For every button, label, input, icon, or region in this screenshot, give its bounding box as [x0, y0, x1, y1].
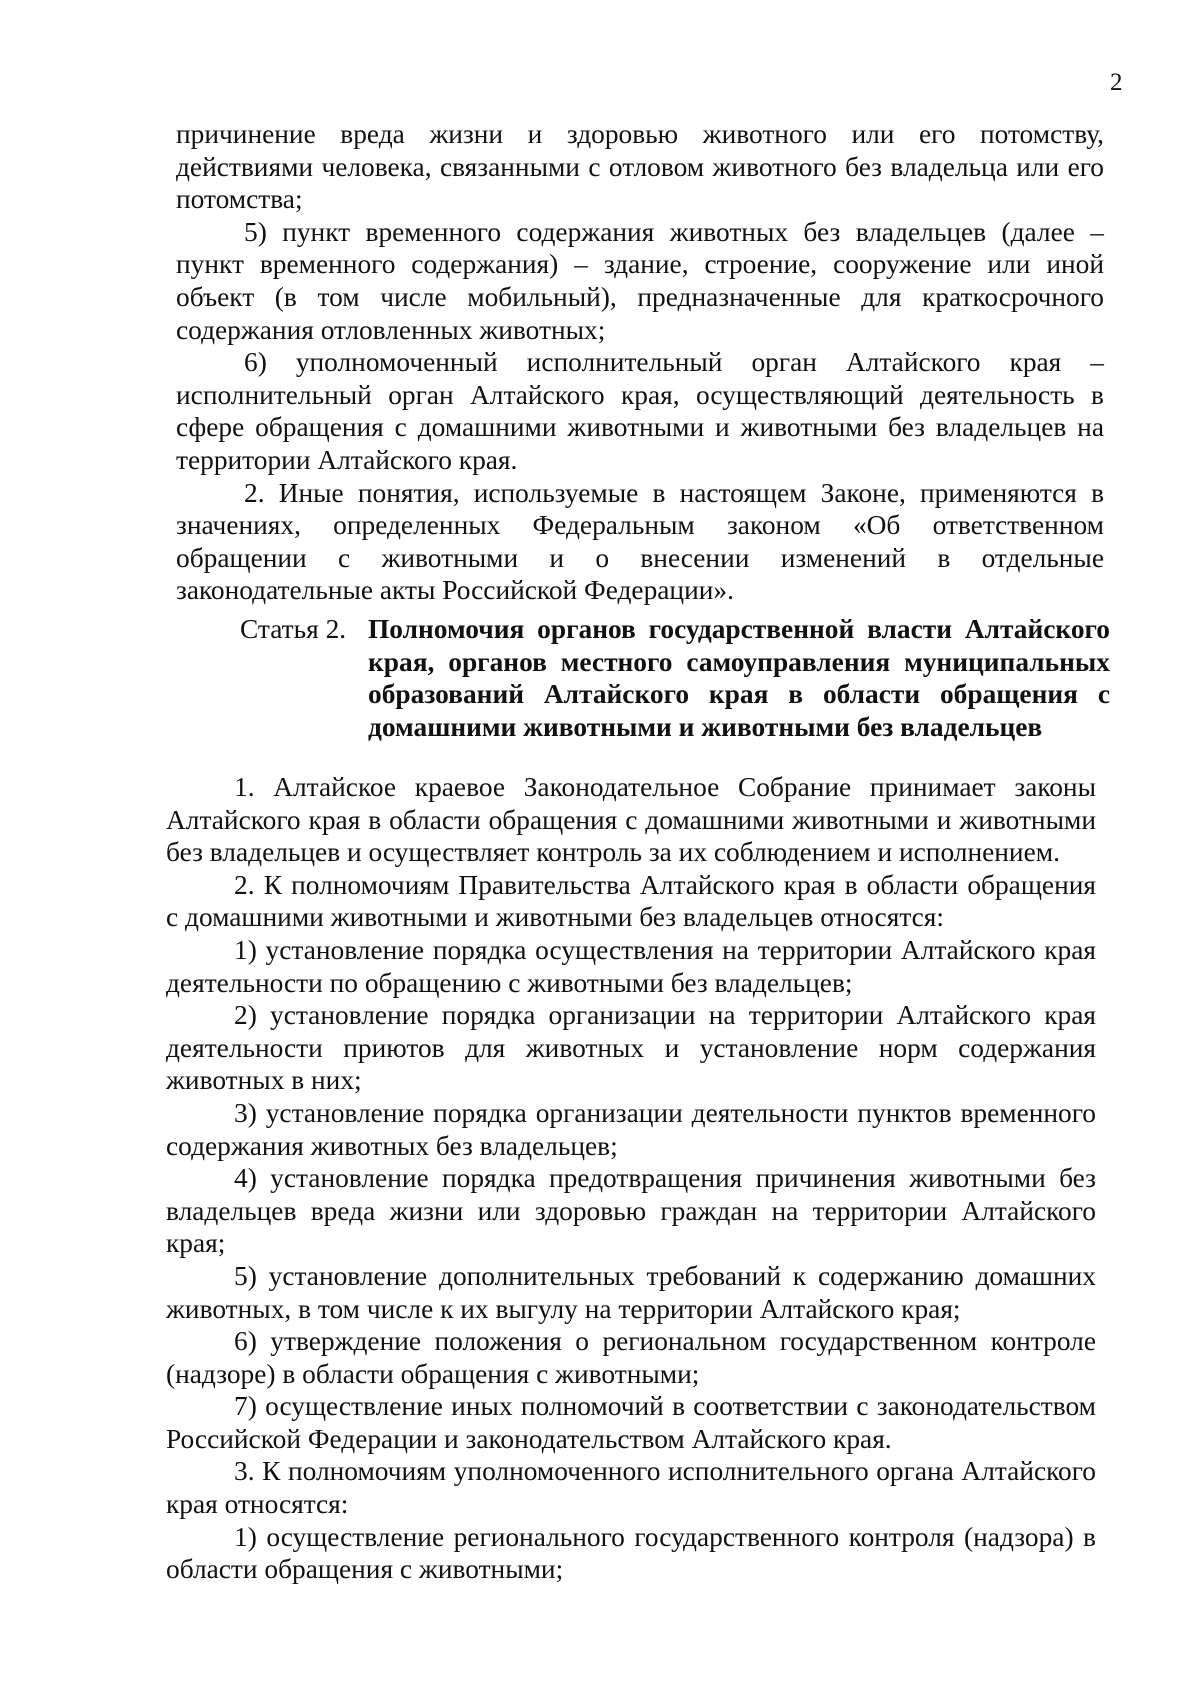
article-1-continuation — [0, 118, 1200, 607]
list-item: 4) установление порядка предотвращения причинения животными без владельцев вреда жизни или здоровью граждан на территории Алтайского края; — [166, 1163, 1096, 1259]
paragraph: 5) пункт временного содержания животных без владельцев (далее – пункт временного содержания) – здание, строение, сооружение или иной объект (в том числе мобильный), предназначенные для краткосрочного содержания отловленных животных; — [176, 216, 1104, 345]
paragraph: 1. Алтайское краевое Законодательное Собрание принимает законы Алтайского края в области обращения с домашними животными и животными без владельцев и осуществляет контроль за их соблюдением и исполнением. — [166, 772, 1096, 868]
article-2-heading — [240, 613, 1140, 743]
list-item: 1) осуществление регионального государственного контроля (надзора) в области обращения с животными; — [166, 1521, 1096, 1585]
list-item: 3) установление порядка организации деятельности пунктов временного содержания животных без владельцев; — [166, 1097, 1096, 1161]
list-item: 2) установление порядка организации на территории Алтайского края деятельности приютов для животных и установление норм содержания животных в них; — [166, 1000, 1096, 1096]
list-item: 7) осуществление иных полномочий в соответствии с законодательством Российской Федерации и законодательством Алтайского края. — [166, 1391, 1096, 1454]
list-item: 6) утверждение положения о региональном государственном контроле (надзоре) в области обращения с животными; — [166, 1326, 1096, 1389]
page-number: 2 — [1110, 69, 1123, 96]
paragraph: 2. Иные понятия, используемые в настоящем Законе, применяются в значениях, определенных Федеральным законом «Об ответственном обращении с животными и о внесении изменений в отдельные законодательные акты Российской Федерации». — [176, 477, 1104, 606]
article-2-body — [0, 771, 1200, 1586]
article-title: Полномочия органов государственной власти Алтайского края, органов местного самоуправления муниципальных образований Алтайского края в области обращения с домашними животными и животными без владельцев — [368, 614, 1110, 742]
paragraph: причинение вреда жизни и здоровью животного или его потомству, действиями человека, связанными с отловом животного без владельца или его потомства; — [176, 119, 1104, 215]
list-item: 1) установление порядка осуществления на территории Алтайского края деятельности по обращению с животными без владельцев; — [166, 934, 1096, 998]
paragraph: 3. К полномочиям уполномоченного исполнительного органа Алтайского края относятся: — [166, 1456, 1096, 1520]
paragraph: 6) уполномоченный исполнительный орган Алтайского края – исполнительный орган Алтайского края, осуществляющий деятельность в сфере обращения с домашними животными и животными без владельцев на территории Алтайского края. — [176, 347, 1104, 475]
list-item: 5) установление дополнительных требований к содержанию домашних животных, в том числе к их выгулу на территории Алтайского края; — [166, 1260, 1096, 1324]
article-number: Статья 2. — [240, 614, 347, 644]
paragraph: 2. К полномочиям Правительства Алтайского края в области обращения с домашними животными и животными без владельцев относятся: — [166, 869, 1096, 933]
